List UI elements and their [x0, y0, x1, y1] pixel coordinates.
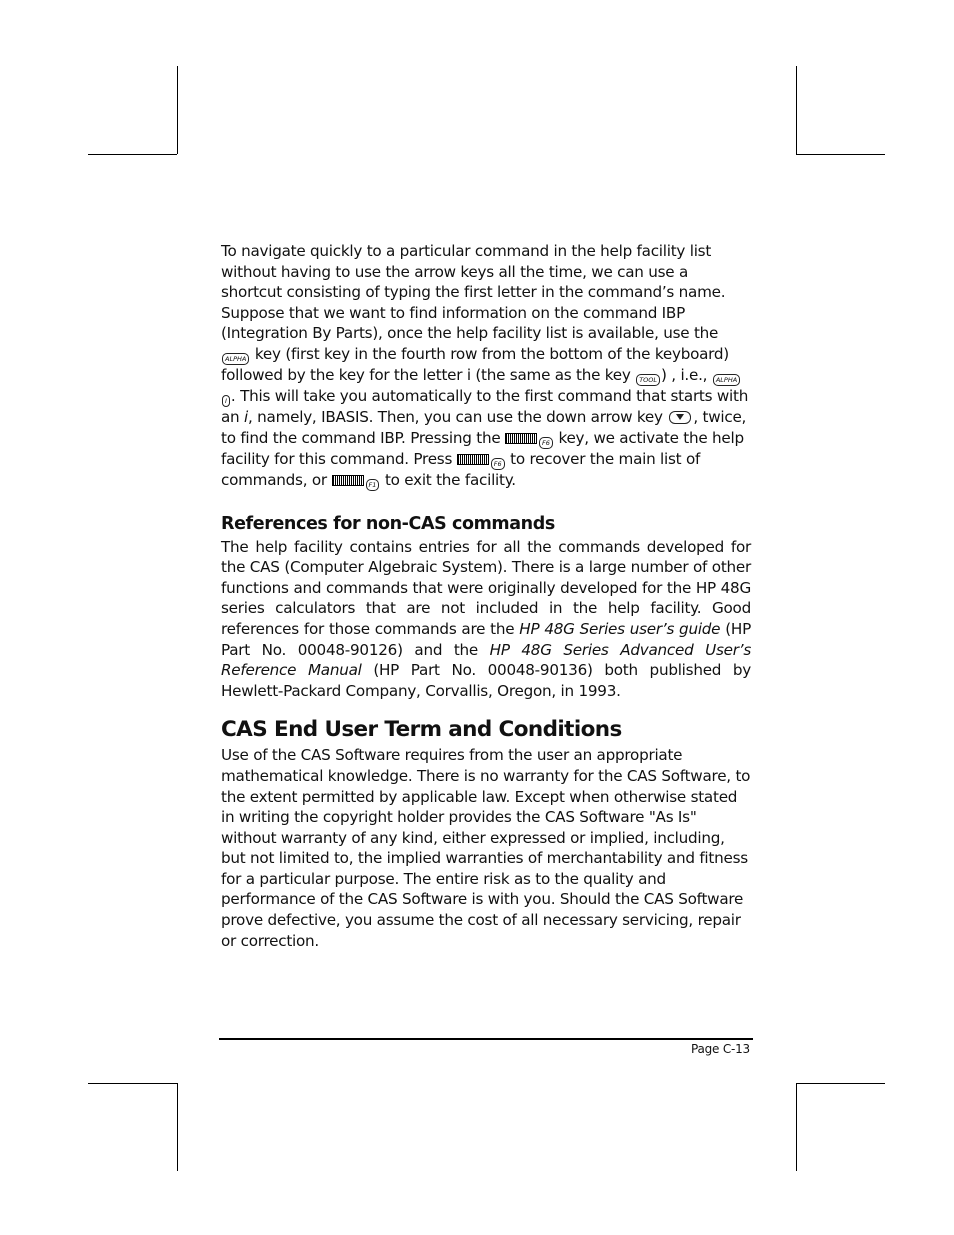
crop-mark-top-right-horizontal	[796, 154, 885, 155]
f6-key-icon: F6	[539, 437, 553, 449]
cas-terms-heading: CAS End User Term and Conditions	[221, 717, 622, 743]
references-paragraph	[221, 537, 751, 702]
book-title-italic: HP 48G Series Advanced User’s Reference Manual	[221, 640, 751, 680]
crop-mark-top-left-vertical	[177, 66, 178, 154]
menu-softkey-icon	[457, 454, 489, 465]
crop-mark-bottom-left-vertical	[177, 1083, 178, 1171]
text-run: ) , i.e.,	[661, 365, 712, 384]
text-run: , twice, to find the command IBP. Pressing the	[221, 407, 747, 447]
text-run: . This will take you automatically to the first command that starts with an	[221, 386, 749, 426]
text-run: to exit the facility.	[380, 470, 516, 489]
crop-mark-top-left-horizontal	[88, 154, 177, 155]
tool-key-icon: TOOL	[636, 374, 660, 386]
f1-key-icon: F1	[366, 479, 380, 491]
f6-key-icon: F6	[491, 458, 505, 470]
menu-softkey-icon	[505, 433, 537, 444]
text-run: key, we activate the help facility for this command. Press	[221, 428, 744, 468]
text-run: key (first key in the fourth row from the bottom of the keyboard) followed by the key for the letter i (the same as the key	[221, 344, 729, 384]
text-run: , namely, IBASIS. Then, you can use the down arrow key	[248, 407, 668, 426]
crop-mark-bottom-right-horizontal	[796, 1083, 885, 1084]
text-run: (HP Part No. 00048-90136) both published by Hewlett-Packard Company, Corvallis, Oregon, in 1993.	[221, 661, 751, 700]
page-content	[221, 241, 751, 951]
exit-softkey-icon	[332, 475, 364, 486]
references-heading: References for non-CAS commands	[221, 513, 555, 534]
text-run: to recover the main list of commands, or	[221, 449, 701, 489]
footer-rule	[219, 1038, 753, 1040]
text-run: To navigate quickly to a particular command in the help facility list without having to use the arrow keys all the time, we can use a shortcut consisting of typing the first letter in the command’s name. Suppose that we want to find information on the command IBP (Integration By Parts), once the help facility list is available, use the	[221, 242, 726, 343]
text-run-italic: i	[244, 407, 248, 426]
i-key-icon: I	[222, 395, 230, 407]
text-run: The help facility contains entries for all the commands developed for the CAS (Computer Algebraic System). There is a large number of other functions and commands that were originally developed for the HP 48G series calculators that are not included in the help facility. Good references for those commands are the	[221, 537, 751, 638]
crop-mark-bottom-right-vertical	[796, 1083, 797, 1171]
alpha-key-icon: ALPHA	[222, 353, 249, 365]
crop-mark-bottom-left-horizontal	[88, 1083, 177, 1084]
cas-terms-paragraph: Use of the CAS Software requires from the user an appropriate mathematical knowledge. There is no warranty for the CAS Software, to the extent permitted by applicable law. Except when otherwise stated in writing the copyright holder provides the CAS Software "As Is" without warranty of any kind, either expressed or implied, including, but not limited to, the implied warranties of merchantability and fitness for a particular purpose. The entire risk as to the quality and performance of the CAS Software is with you. Should the CAS Software prove defective, you assume the cost of all necessary servicing, repair or correction.	[221, 746, 751, 950]
navigate-paragraph	[221, 241, 751, 491]
crop-mark-top-right-vertical	[796, 66, 797, 154]
page-number: Page C-13	[690, 1042, 750, 1056]
book-title-italic: HP 48G Series user’s guide	[519, 619, 721, 638]
text-run: (HP Part No. 00048-90126) and the	[221, 619, 751, 659]
alpha-key-icon: ALPHA	[713, 374, 740, 386]
down-arrow-key-icon	[669, 411, 691, 424]
